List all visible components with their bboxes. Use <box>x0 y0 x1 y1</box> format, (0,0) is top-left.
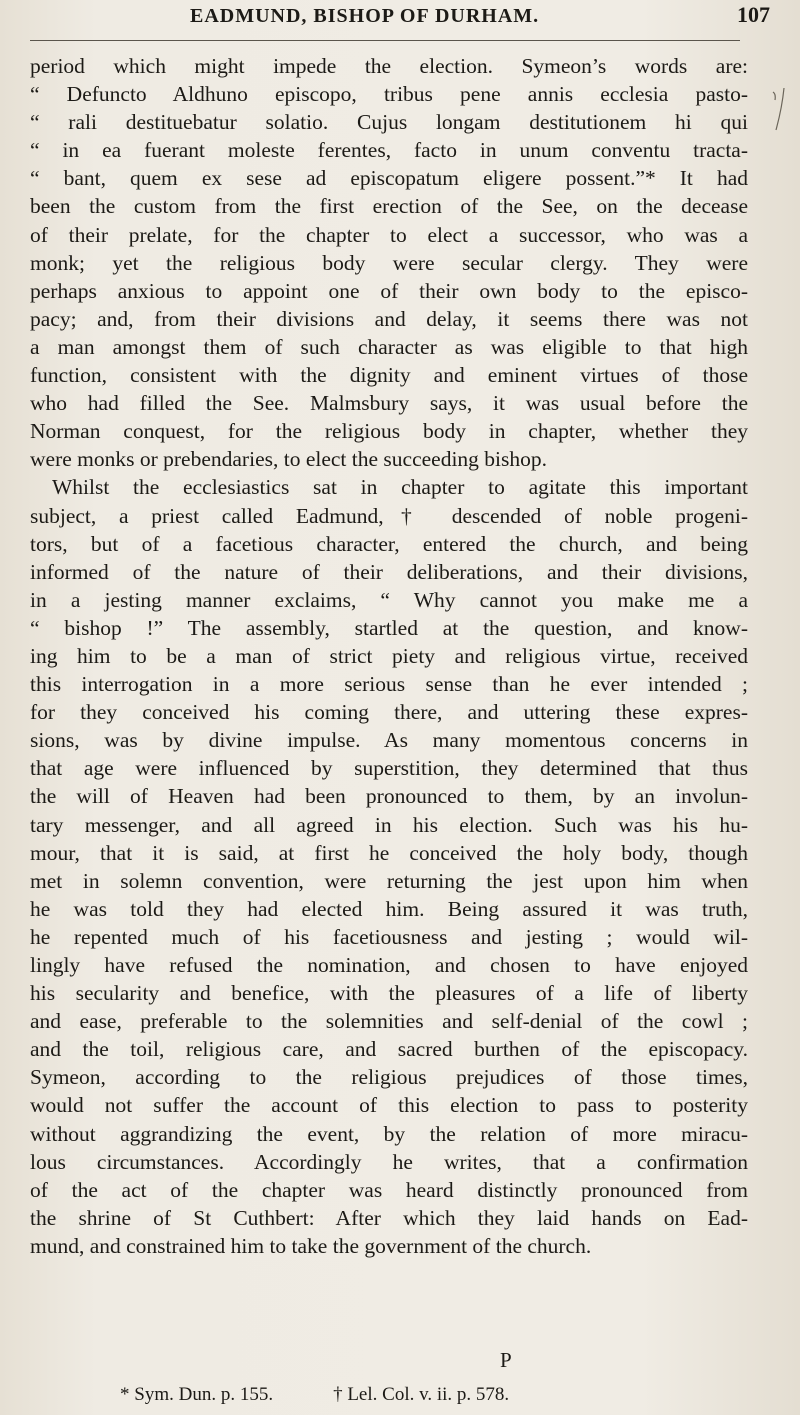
body-text <box>30 52 748 1260</box>
text-line: were monks or prebendaries, to elect the succeeding bishop. <box>30 447 548 472</box>
page-number: 107 <box>737 2 770 27</box>
text-line: Whilst the ecclesiastics sat in chapter to agitate this important <box>52 475 748 500</box>
footnote-symeon: * Sym. Dun. p. 155. <box>120 1384 274 1405</box>
text-line: “ Defuncto Aldhuno episcopo, tribus pene annis ecclesia pasto- <box>30 82 748 107</box>
text-line: monk; yet the religious body were secular clergy. They were <box>30 250 748 275</box>
margin-pencil-mark <box>770 84 792 144</box>
text-line: the will of Heaven had been pronounced to them, by an involun- <box>30 784 748 809</box>
text-line: mour, that it is said, at first he conceived the holy body, though <box>30 840 748 865</box>
text-line: Symeon, according to the religious prejudices of those times, <box>30 1065 748 1090</box>
text-line: subject, a priest called Eadmund,† descended of noble progeni- <box>30 503 748 528</box>
text-line: pacy; and, from their divisions and delay, it seems there was not <box>30 306 748 331</box>
text-line: without aggrandizing the event, by the relation of more miracu- <box>30 1121 748 1146</box>
catchword: P <box>500 1348 512 1372</box>
footnotes <box>120 1384 620 1406</box>
text-line: met in solemn convention, were returning the jest upon him when <box>30 868 748 893</box>
text-line: of the act of the chapter was heard distinctly pronounced from <box>30 1177 748 1202</box>
text-line: who had filled the See. Malmsbury says, it was usual before the <box>30 391 748 416</box>
text-line: the shrine of St Cuthbert: After which they laid hands on Ead- <box>30 1205 748 1230</box>
text-line: he was told they had elected him. Being assured it was truth, <box>30 896 748 921</box>
text-line: and the toil, religious care, and sacred burthen of the episcopacy. <box>30 1037 748 1062</box>
text-line: tary messenger, and all agreed in his election. Such was his hu- <box>30 812 748 837</box>
text-line: in a jesting manner exclaims, “ Why cannot you make me a <box>30 587 748 612</box>
text-line: lous circumstances. Accordingly he writes, that a confirmation <box>30 1149 748 1174</box>
text-line: for they conceived his coming there, and uttering these expres- <box>30 700 748 725</box>
text-line: “ bishop !” The assembly, startled at the question, and know- <box>30 615 748 640</box>
text-line: period which might impede the election. Symeon’s words are: <box>30 54 748 78</box>
text-line: informed of the nature of their deliberations, and their divisions, <box>30 559 748 584</box>
text-line: his secularity and benefice, with the pleasures of a life of liberty <box>30 981 748 1006</box>
text-line: of their prelate, for the chapter to elect a successor, who was a <box>30 222 748 247</box>
header-rule <box>30 40 740 41</box>
text-line: and ease, preferable to the solemnities and self-denial of the cowl ; <box>30 1009 748 1034</box>
text-line: a man amongst them of such character as was eligible to that high <box>30 334 748 359</box>
text-line: lingly have refused the nomination, and chosen to have enjoyed <box>30 953 748 977</box>
text-line: Norman conquest, for the religious body in chapter, whether they <box>30 419 748 444</box>
text-line: tors, but of a facetious character, entered the church, and being <box>30 531 748 556</box>
page-header <box>150 2 790 38</box>
text-line: ing him to be a man of strict piety and religious virtue, received <box>30 643 748 668</box>
text-line: been the custom from the first erection of the See, on the decease <box>30 194 748 219</box>
running-head: EADMUND, BISHOP OF DURHAM. <box>190 5 540 27</box>
text-line: “ in ea fuerant moleste ferentes, facto in unum conventu tracta- <box>30 138 748 163</box>
text-line: would not suffer the account of this election to pass to posterity <box>30 1093 748 1118</box>
text-line: mund, and constrained him to take the government of the church. <box>30 1233 592 1258</box>
text-line: perhaps anxious to appoint one of their own body to the episco- <box>30 278 748 303</box>
text-line: “ rali destituebatur solatio. Cujus longam destitutionem hi qui <box>30 110 748 135</box>
text-line: sions, was by divine impulse. As many momentous concerns in <box>30 728 748 753</box>
text-line: function, consistent with the dignity and eminent virtues of those <box>30 363 748 388</box>
text-line: “ bant, quem ex sese ad episcopatum eligere possent.”* It had <box>30 166 748 191</box>
text-line: he repented much of his facetiousness and jesting ; would wil- <box>30 924 748 949</box>
text-line: this interrogation in a more serious sense than he ever intended ; <box>30 672 748 697</box>
text-line: that age were influenced by superstition, they determined that thus <box>30 756 748 781</box>
footnote-leland: † Lel. Col. v. ii. p. 578. <box>333 1384 510 1405</box>
